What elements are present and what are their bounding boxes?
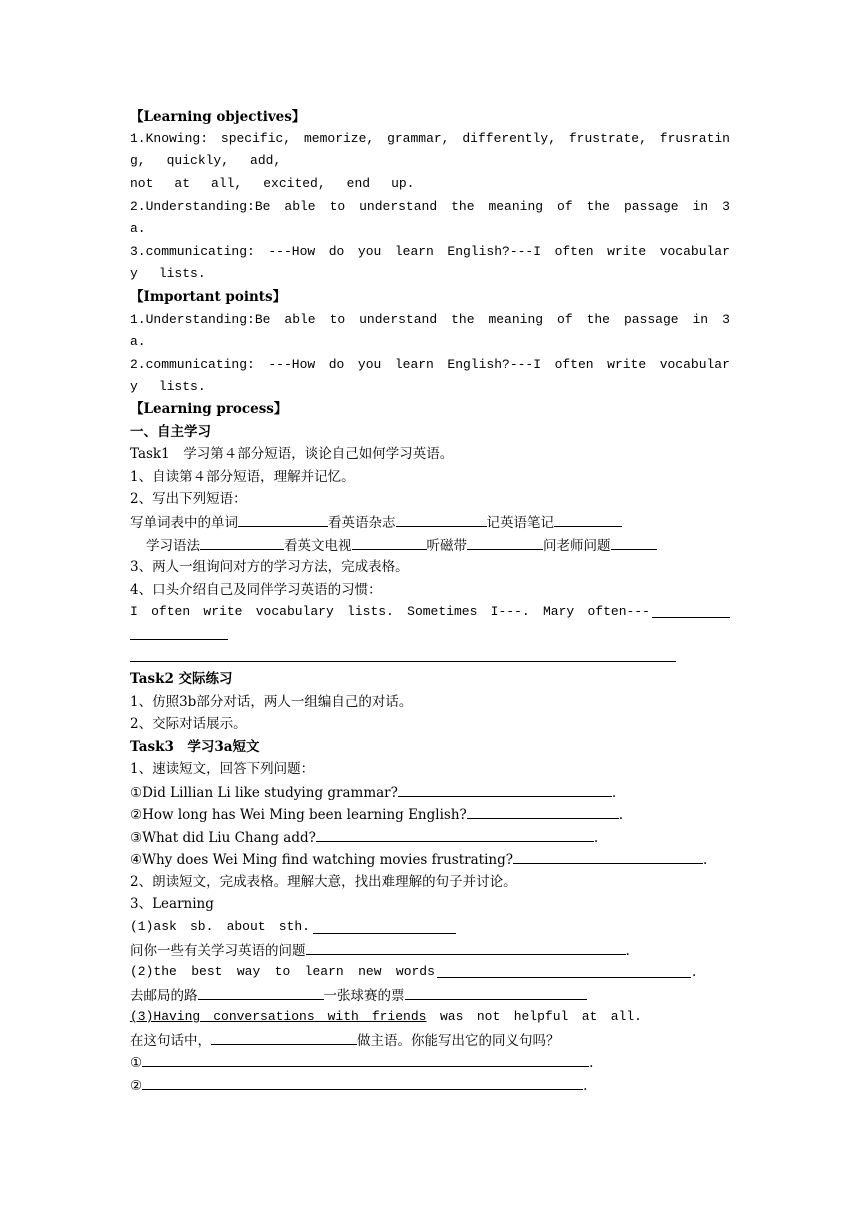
answer-blank[interactable] — [398, 782, 612, 797]
synonym-1 — [130, 1052, 730, 1073]
word: ---How — [268, 244, 316, 259]
answer-blank[interactable] — [405, 985, 587, 1000]
answer-blank[interactable] — [142, 1075, 583, 1090]
word: all. — [610, 1009, 642, 1024]
word: to — [329, 199, 346, 214]
answer-blank[interactable] — [554, 512, 622, 527]
word: was — [440, 1009, 464, 1024]
word: way — [236, 964, 261, 979]
word: lists. — [158, 266, 206, 281]
word: lists. — [158, 379, 206, 394]
word: ---How — [268, 357, 316, 372]
word: excited, — [263, 176, 326, 191]
word: memorize, — [303, 131, 375, 146]
subject-question-b: 做主语。你能写出它的同义句吗？ — [357, 1033, 560, 1049]
task2-heading: Task2 交际练习 — [130, 671, 233, 687]
way-to-post-office: 去邮局的路 — [130, 988, 198, 1004]
question-1 — [130, 782, 730, 803]
word: meaning — [488, 199, 544, 214]
word: quickly, — [166, 153, 230, 168]
word: not — [476, 1009, 501, 1024]
task3-heading: Task3 学习3a短文 — [130, 739, 260, 755]
word: write — [607, 244, 647, 259]
word: new — [358, 964, 382, 979]
word: learn — [394, 244, 434, 259]
word: vocabulary — [255, 604, 334, 619]
word: often — [151, 604, 191, 619]
process-heading: 【Learning process】 — [130, 401, 288, 417]
word: of — [557, 199, 573, 214]
ball-game-ticket: 一张球赛的票 — [323, 988, 405, 1004]
word: at — [174, 176, 191, 191]
word: in — [692, 312, 709, 327]
answer-blank[interactable] — [211, 1030, 357, 1045]
phrase-watch-tv: 看英文电视 — [284, 538, 352, 554]
task1-step-1: 1、自读第４部分短语，理解并记忆。 — [130, 469, 355, 485]
word: in — [692, 199, 709, 214]
word: grammar, — [387, 131, 450, 146]
word: g, — [130, 153, 146, 168]
objectives-line-4 — [130, 197, 730, 217]
word: of — [557, 312, 573, 327]
question-1-text: ①Did Lillian Li like studying grammar? — [130, 785, 398, 801]
answer-blank[interactable] — [142, 1052, 589, 1067]
answer-blank[interactable] — [467, 804, 619, 819]
task3-step-1: 1、速读短文，回答下列问题： — [130, 761, 315, 777]
word: often — [554, 244, 594, 259]
word: sb. — [189, 919, 214, 934]
word: all, — [211, 176, 243, 191]
answer-blank[interactable] — [130, 639, 228, 640]
word: end — [346, 176, 371, 191]
word: Sometimes — [407, 604, 478, 619]
answer-blank[interactable] — [130, 661, 676, 662]
word: do — [328, 357, 345, 372]
important-line-4 — [130, 377, 730, 397]
having-sentence-rest — [440, 1007, 642, 1027]
period: . — [589, 1055, 594, 1071]
word: you — [357, 357, 382, 372]
word: write — [607, 357, 647, 372]
answer-blank[interactable] — [652, 617, 730, 618]
best-way-phrase — [130, 962, 435, 982]
word: Mary — [542, 604, 575, 619]
word: 3 — [722, 199, 730, 214]
subject-question — [130, 1030, 730, 1051]
task3-step-2: 2、朗读短文，完成表格。理解大意，找出难理解的句子并讨论。 — [130, 874, 517, 890]
word: able — [284, 312, 316, 327]
phrase-take-notes: 记英语笔记 — [486, 515, 554, 531]
word: you — [357, 244, 382, 259]
word: I---. — [490, 604, 530, 619]
answer-blank[interactable] — [611, 535, 657, 550]
word: differently, — [462, 131, 556, 146]
objectives-heading: 【Learning objectives】 — [130, 109, 306, 125]
objectives-line-3 — [130, 174, 730, 194]
answer-blank[interactable] — [437, 977, 691, 978]
word: the — [451, 199, 475, 214]
objectives-line-7 — [130, 264, 730, 284]
period: . — [702, 852, 708, 868]
objectives-line-5: a. — [130, 221, 146, 236]
word: 1.Understanding:Be — [130, 312, 271, 327]
answer-blank[interactable] — [198, 985, 324, 1000]
answer-blank[interactable] — [313, 933, 456, 934]
question-4 — [130, 849, 730, 870]
word: learn — [394, 357, 434, 372]
word: up. — [391, 176, 415, 191]
period: . — [692, 964, 697, 980]
answer-blank[interactable] — [200, 535, 284, 550]
answer-blank[interactable] — [306, 940, 626, 955]
question-4-text: ④Why does Wei Ming find watching movies frustrating? — [130, 852, 513, 868]
task1-heading: Task1 学习第４部分短语，谈论自己如何学习英语。 — [130, 446, 454, 462]
important-line-2: a. — [130, 334, 146, 349]
period: . — [618, 807, 624, 823]
word: able — [284, 199, 316, 214]
word: vocabular — [659, 244, 730, 259]
word: lists. — [347, 604, 394, 619]
ask-chinese — [130, 940, 730, 961]
word: passage — [623, 312, 679, 327]
task1-step-3: 3、两人一组询问对方的学习方法，完成表格。 — [130, 559, 409, 575]
period: . — [583, 1078, 588, 1094]
word: I — [130, 604, 138, 619]
word: English?---I — [447, 357, 542, 372]
task1-step-4: 4、口头介绍自己及同伴学习英语的习惯： — [130, 582, 382, 598]
objectives-line-6 — [130, 242, 730, 262]
word: 3.communicating: — [130, 244, 255, 259]
word: y — [130, 379, 138, 394]
word: sth. — [278, 919, 310, 934]
task1-step-2: 2、写出下列短语： — [130, 491, 247, 507]
phrase-read-magazines: 看英语杂志 — [328, 515, 396, 531]
word: English?---I — [447, 244, 542, 259]
important-line-3 — [130, 355, 730, 375]
way-tickets-line — [130, 985, 730, 1006]
word: do — [328, 244, 345, 259]
word: (2)the — [130, 964, 177, 979]
word: not — [130, 176, 154, 191]
word: 2.communicating: — [130, 357, 255, 372]
having-subject: (3)Having conversations with friends — [130, 1009, 427, 1024]
word: write — [203, 604, 243, 619]
phrase-line-2 — [146, 535, 746, 556]
period: . — [625, 943, 630, 959]
objectives-line-1 — [130, 129, 730, 149]
word: often — [554, 357, 594, 372]
word: 1.Knowing: — [130, 131, 209, 146]
ask-phrase — [130, 917, 310, 937]
word: best — [191, 964, 223, 979]
word: about — [226, 919, 266, 934]
word: frustrate, — [568, 131, 647, 146]
question-2-text: ②How long has Wei Ming been learning English? — [130, 807, 467, 823]
answer-blank[interactable] — [467, 535, 543, 550]
section-1-heading: 一、自主学习 — [130, 424, 211, 440]
answer-blank[interactable] — [238, 512, 328, 527]
word: (1)ask — [130, 919, 177, 934]
subject-question-a: 在这句话中， — [130, 1033, 211, 1049]
word: meaning — [488, 312, 544, 327]
word: to — [274, 964, 291, 979]
word: vocabular — [659, 357, 730, 372]
word: add, — [250, 153, 282, 168]
answer-blank[interactable] — [316, 827, 594, 842]
word: often--- — [587, 604, 650, 619]
word: helpful — [513, 1009, 569, 1024]
word: 3 — [722, 312, 730, 327]
word: learn — [304, 964, 344, 979]
word: the — [586, 312, 610, 327]
phrase-write-words: 写单词表中的单词 — [130, 515, 238, 531]
task3-step-3: 3、Learning — [130, 896, 214, 912]
ask-chinese-text: 问你一些有关学习英语的问题 — [130, 943, 306, 959]
answer-blank[interactable] — [352, 535, 427, 550]
period: . — [611, 785, 617, 801]
circle-1: ① — [130, 1055, 143, 1071]
word: understand — [359, 199, 438, 214]
phrase-study-grammar: 学习语法 — [146, 538, 200, 554]
word: understand — [359, 312, 438, 327]
question-3-text: ③What did Liu Chang add? — [130, 830, 316, 846]
word: y — [130, 266, 138, 281]
answer-blank[interactable] — [396, 512, 487, 527]
synonym-2 — [130, 1075, 730, 1096]
answer-blank[interactable] — [513, 849, 703, 864]
word: 2.Understanding:Be — [130, 199, 271, 214]
question-3 — [130, 827, 730, 848]
word: frusratin — [659, 131, 730, 146]
phrase-line-1 — [130, 512, 730, 533]
phrase-listen-tapes: 听磁带 — [426, 538, 467, 554]
habit-sentence — [130, 602, 650, 622]
word: the — [586, 199, 610, 214]
word: words — [395, 964, 435, 979]
word: the — [451, 312, 475, 327]
circle-2: ② — [130, 1078, 143, 1094]
word: specific, — [220, 131, 292, 146]
phrase-ask-teacher: 问老师问题 — [543, 538, 611, 554]
task2-step-1: 1、仿照3b部分对话，两人一组编自己的对话。 — [130, 694, 413, 710]
task2-step-2: 2、交际对话展示。 — [130, 716, 247, 732]
word: passage — [623, 199, 679, 214]
period: . — [593, 830, 599, 846]
objectives-line-2 — [130, 151, 730, 171]
important-heading: 【Important points】 — [130, 289, 287, 305]
question-2 — [130, 804, 730, 825]
word: at — [581, 1009, 598, 1024]
word: to — [329, 312, 346, 327]
important-line-1 — [130, 310, 730, 330]
